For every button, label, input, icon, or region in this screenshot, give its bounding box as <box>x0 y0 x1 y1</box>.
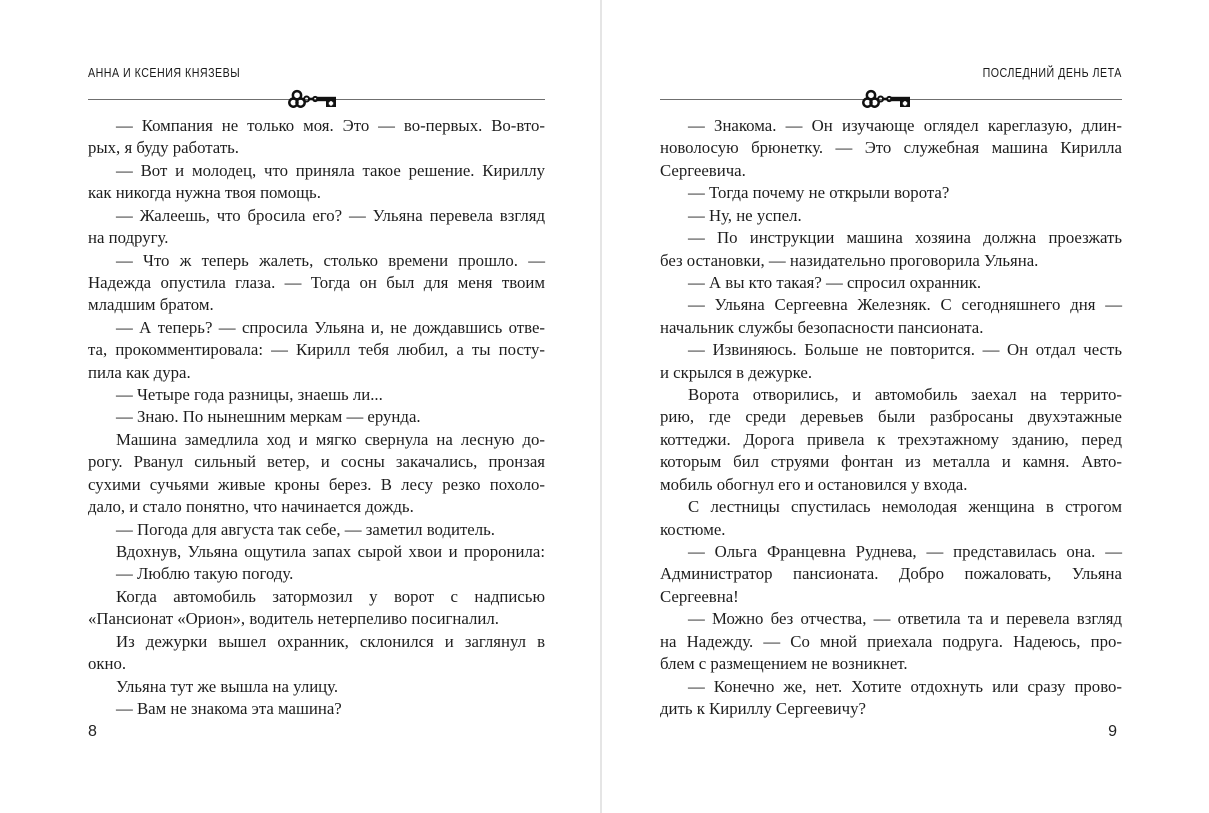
text-line: — Конечно же, нет. Хотите отдохнуть или сразу прово- <box>688 676 1122 696</box>
text-line: — Погода для августа так себе, — заметил водитель. <box>116 519 495 539</box>
text-line: коттеджи. Дорога привела к трехэтажному зданию, перед <box>660 429 1122 449</box>
text-line: сухими сучьями живые кроны берез. В лесу резко похоло- <box>88 474 545 494</box>
text-line: Администратор пансионата. Добро пожаловать, Ульяна <box>660 564 1122 584</box>
text-line: — Люблю такую погоду. <box>116 564 294 584</box>
header-rule <box>88 99 545 100</box>
text-line: «Пансионат «Орион», водитель нетерпеливо посигналил. <box>88 609 499 629</box>
text-line: — Компания не только моя. Это — во-первых. Во-вто- <box>116 116 545 135</box>
text-line: Вдохнув, Ульяна ощутила запах сырой хвои и проронила: <box>116 542 545 562</box>
text-line: без остановки, — назидательно проговорила Ульяна. <box>660 250 1039 270</box>
text-line: на Надежду. — Со мной приехала подруга. Надеюсь, про- <box>660 631 1122 651</box>
text-line: Надежда опустила глаза. — Тогда он был для меня твоим <box>88 272 545 292</box>
page-number: 8 <box>88 723 97 740</box>
header-rule <box>660 99 1122 100</box>
text-line: — Знаю. По нынешним меркам — ерунда. <box>116 407 421 427</box>
text-line: пила как дура. <box>88 362 191 382</box>
text-line: рых, я буду работать. <box>88 138 239 158</box>
text-line: — Вот и молодец, что приняла такое решение. Кириллу <box>116 160 545 180</box>
text-line: и скрылся в дежурке. <box>660 362 813 382</box>
text-line: мобиль обогнул его и остановился у входа. <box>660 474 968 494</box>
text-line: — А вы кто такая? — спросил охранник. <box>688 272 982 292</box>
text-line: С лестницы спустилась немолодая женщина в строгом <box>688 497 1122 517</box>
page-right <box>660 0 1122 813</box>
text-line: — Тогда почему не открыли ворота? <box>688 183 950 203</box>
key-ornament-icon <box>288 88 346 112</box>
page-left <box>88 0 545 813</box>
text-line: которым бил струями фонтан из металла и камня. Авто- <box>660 452 1122 472</box>
page-body-text <box>88 115 545 720</box>
text-line: блем с размещением не возникнет. <box>660 654 908 674</box>
text-line: Когда автомобиль затормозил у ворот с надписью <box>116 586 545 606</box>
text-line: Ворота отворились, и автомобиль заехал на террито- <box>688 385 1122 405</box>
running-header-author: АННА И КСЕНИЯ КНЯЗЕВЫ <box>88 65 241 80</box>
text-line: дить к Кириллу Сергеевичу? <box>660 698 866 718</box>
text-line: — Ульяна Сергеевна Железняк. С сегодняшнего дня — <box>688 295 1122 315</box>
text-line: на подругу. <box>88 228 169 248</box>
text-line: — Можно без отчества, — ответила та и перевела взгляд <box>688 609 1122 629</box>
page-gutter-divider <box>600 0 602 813</box>
text-line: — Извиняюсь. Больше не повторится. — Он отдал честь <box>688 340 1122 360</box>
text-line: — А теперь? — спросила Ульяна и, не дождавшись отве- <box>116 317 545 337</box>
key-ornament-icon <box>862 88 920 112</box>
text-line: дало, и стало понятно, что начинается дождь. <box>88 497 414 517</box>
text-line: — Знакома. — Он изучающе оглядел кареглазую, длин- <box>688 116 1122 135</box>
text-line: Из дежурки вышел охранник, склонился и заглянул в <box>116 631 545 651</box>
text-line: — По инструкции машина хозяина должна проезжать <box>688 228 1122 248</box>
text-line: — Вам не знакома эта машина? <box>116 698 342 718</box>
text-line: Сергеевича. <box>660 160 746 180</box>
text-line: — Ну, не успел. <box>688 205 802 225</box>
text-line: Машина замедлила ход и мягко свернула на лесную до- <box>116 429 545 449</box>
text-line: новолосую брюнетку. — Это служебная машина Кирилла <box>660 138 1122 158</box>
text-line: Ульяна тут же вышла на улицу. <box>116 676 339 696</box>
text-line: та, прокомментировала: — Кирилл тебя любил, а ты посту- <box>88 340 545 360</box>
text-line: — Жалеешь, что бросила его? — Ульяна перевела взгляд <box>116 205 545 225</box>
text-line: как никогда нужна твоя помощь. <box>88 183 321 203</box>
text-line: младшим братом. <box>88 295 214 315</box>
text-line: — Ольга Францевна Руднева, — представилась она. — <box>688 542 1122 562</box>
page-number: 9 <box>1108 723 1117 740</box>
text-line: — Четыре года разницы, знаешь ли... <box>116 385 383 405</box>
text-line: Сергеевна! <box>660 586 739 606</box>
page-body-text <box>660 115 1122 720</box>
text-line: начальник службы безопасности пансионата. <box>660 317 984 337</box>
running-header-book-title: ПОСЛЕДНИЙ ДЕНЬ ЛЕТА <box>982 65 1122 80</box>
text-line: — Что ж теперь жалеть, столько времени прошло. — <box>116 250 545 270</box>
text-line: окно. <box>88 654 127 674</box>
text-line: рогу. Рванул сильный ветер, и сосны закачались, пронзая <box>88 452 545 472</box>
text-line: костюме. <box>660 519 726 539</box>
text-line: рию, где среди деревьев были разбросаны двухэтажные <box>660 407 1122 427</box>
